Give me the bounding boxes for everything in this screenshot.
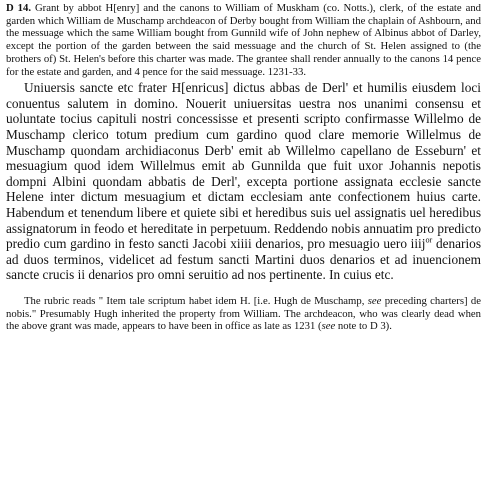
charter-summary [6,0,481,78]
charter-date: 1231-33. [267,65,307,78]
note-text-part-1: The rubric reads " Item tale scriptum habet idem H. [i.e. Hugh de Muschamp, [24,294,368,307]
latin-text-part-1: Uniuersis sancte etc frater H[enricus] dictus abbas de Derl' et humilis eiusdem loci conuentus salutem in domino. Nouerit uniuersitas uestra nos unanimi consensu et uoluntate tocius capituli nostri concessisse et presenti scripto confirmasse Willelmo de Muschamp clerico totum predium cum gardino quod clare memorie Willelmus de Muschamp quondam archidiaconus Derb' emit ab Willelmo capellano de Esseburn' et mesuagium quod idem Willelmus emit ab Gunnilda que fuit uxor Johannis nepotis dompni Albini quondam abbatis de Derl', excepta portione assignata ecclesie sancte Helene inter dictum mesuagium et dictam ecclesiam ante confectionem huius carte. Habendum et tenendum libere et quiete sibi et heredibus suis uel assignatis uel heredibus assignatorum in feodo et hereditate in perpetuum. Reddendo nobis annuatim pro predicto predio cum gardino in festo sancti Jacobi xiiii denarios, pro mesuagio uero iiij [6,80,481,252]
note-see-1: see [367,294,382,307]
charter-summary-text: Grant by abbot H[enry] and the canons to William of Muskham (co. Notts.), clerk, of the estate and garden which William de Muschamp archdeacon of Derby bought from William the chaplain of Ashbourn, and the messuage which the same William bought from Gunnild wife of John nephew of Albinus abbot of Darley, except the portion of the garden between the said messuage and the church of St. Helen assigned to (the brothers of) St. Helen's before this charter was made. The grantee shall render annually to the canons 14 pence for the estate and garden, and 4 pence for the said messuage. [6,2,482,78]
editorial-note [6,295,481,333]
latin-charter-text [6,80,481,283]
latin-text-part-2: denarios ad duos terminos, videlicet ad festum sancti Martini duos denarios et ad inuencionem sancte crucis ii denarios pro omni seruitio ad nos pertinente. In cuius etc. [6,236,481,283]
note-text-part-2: preceding charters] de nobis." Presumably Hugh inherited the property from William. The archdeacon, who was clearly dead when the above grant was made, appears to have been in office as late as 1231 ( [6,294,481,333]
charter-reference: D 14. [6,2,32,14]
note-see-2: see [321,320,336,333]
superscript-abbreviation: or [425,235,433,245]
note-text-part-3: note to D 3). [335,320,392,333]
